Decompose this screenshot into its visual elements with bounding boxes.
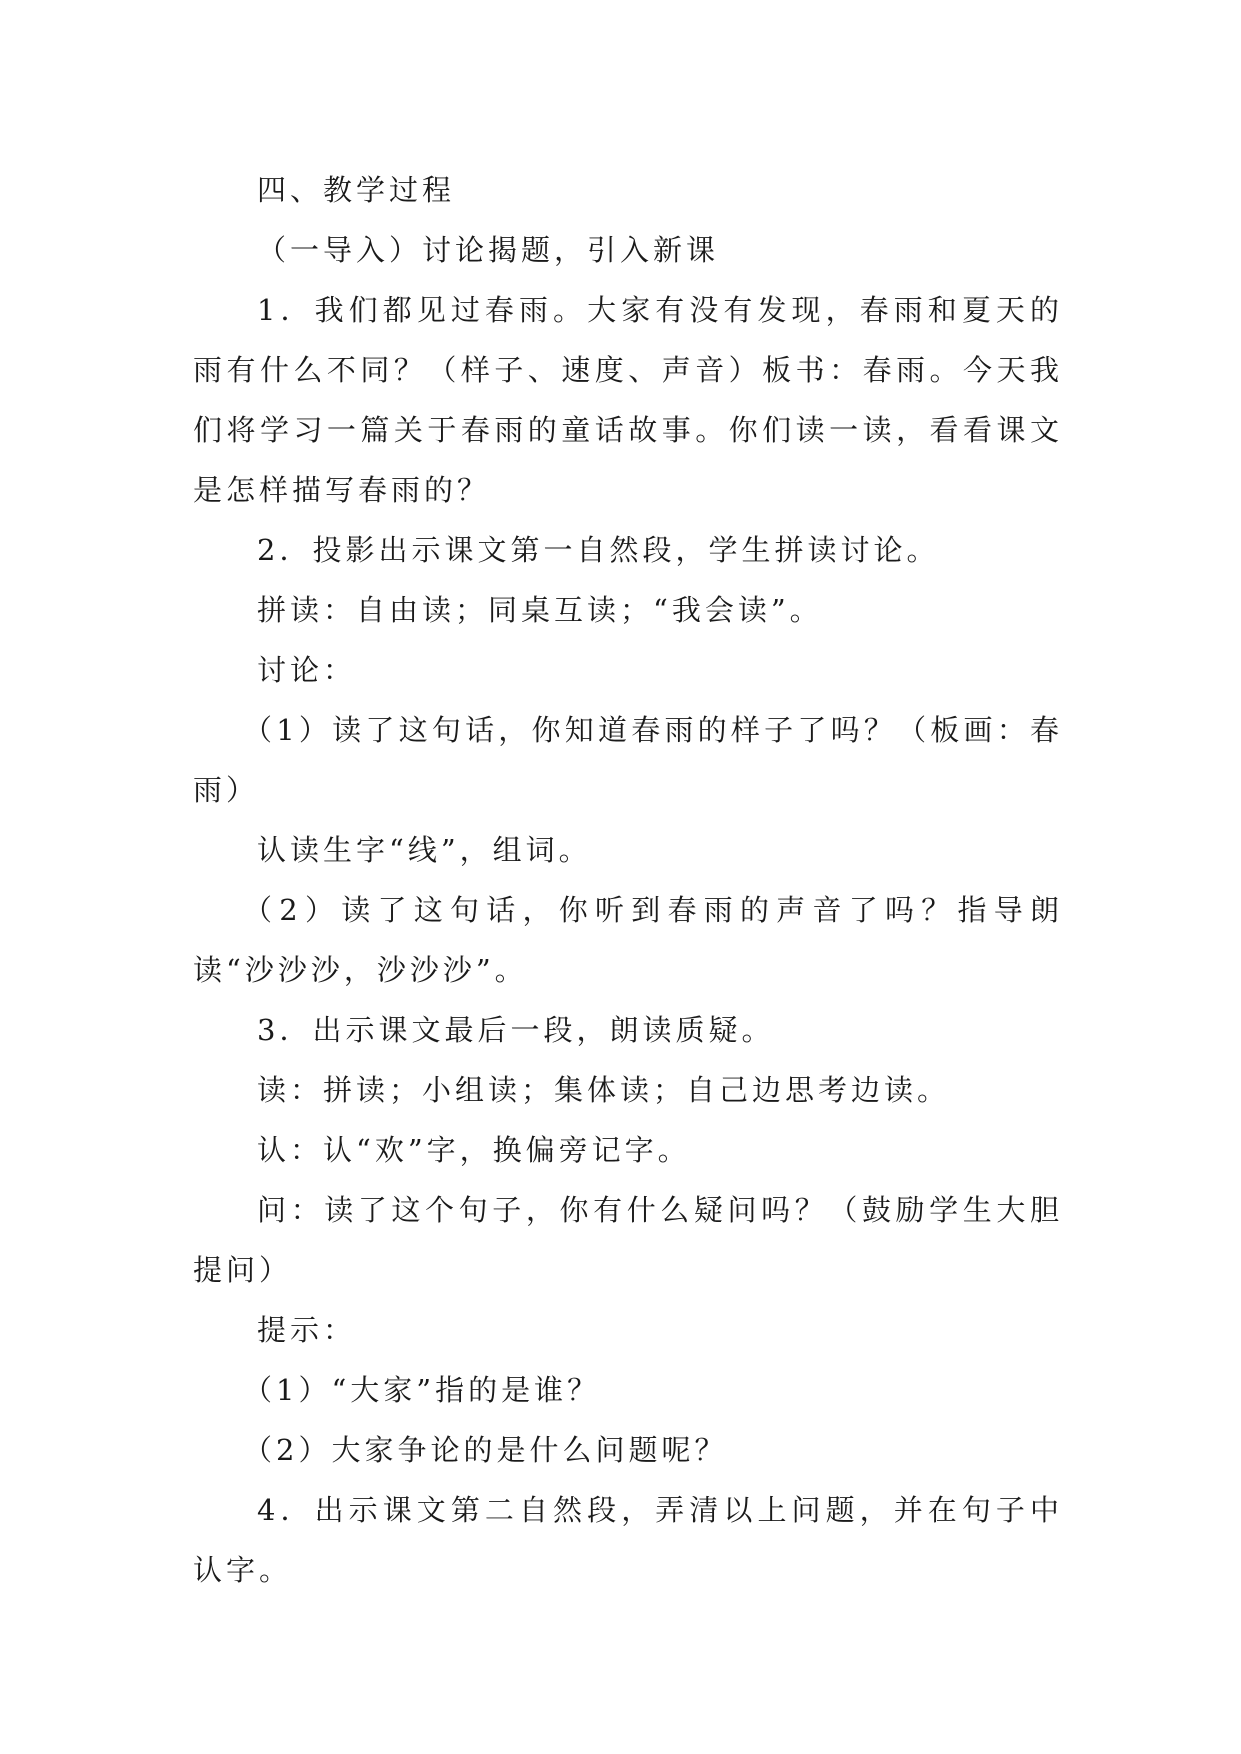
paragraph-item-1: 1．我们都见过春雨。大家有没有发现，春雨和夏天的雨有什么不同？（样子、速度、声音）板书：春雨。今天我们将学习一篇关于春雨的童话故事。你们读一读，看看课文是怎样描写春雨的？	[193, 293, 1063, 507]
paragraph-item-2: 2．投影出示课文第一自然段，学生拼读讨论。	[257, 533, 940, 567]
paragraph-item-3: 3．出示课文最后一段，朗读质疑。	[257, 1013, 775, 1047]
document-body	[193, 160, 1063, 1600]
paragraph-read-methods: 读：拼读；小组读；集体读；自己边思考边读。	[257, 1073, 951, 1107]
paragraph-ask: 问：读了这个句子，你有什么疑问吗？（鼓励学生大胆提问）	[193, 1193, 1063, 1287]
paragraph-recognize-huan: 认：认“欢”字，换偏旁记字。	[257, 1133, 691, 1167]
paragraph-hint-2: （2）大家争论的是什么问题呢？	[243, 1433, 728, 1467]
paragraph-discuss-2: （2）读了这句话，你听到春雨的声音了吗？指导朗读“沙沙沙，沙沙沙”。	[193, 893, 1063, 987]
paragraph-hint-label: 提示：	[257, 1313, 357, 1347]
paragraph-discuss-label: 讨论：	[257, 653, 357, 687]
paragraph-pinread: 拼读：自由读；同桌互读；“我会读”。	[257, 593, 823, 627]
section-heading: 四、教学过程	[257, 173, 456, 207]
paragraph-hint-1: （1）“大家”指的是谁？	[243, 1373, 601, 1407]
paragraph-item-4: 4．出示课文第二自然段，弄清以上问题，并在句子中认字。	[193, 1493, 1063, 1587]
paragraph-recognize-xian: 认读生字“线”，组词。	[257, 833, 592, 867]
paragraph-discuss-1: （1）读了这句话，你知道春雨的样子了吗？（板画：春雨）	[193, 713, 1063, 807]
subsection-heading: （一导入）讨论揭题，引入新课	[257, 233, 720, 267]
